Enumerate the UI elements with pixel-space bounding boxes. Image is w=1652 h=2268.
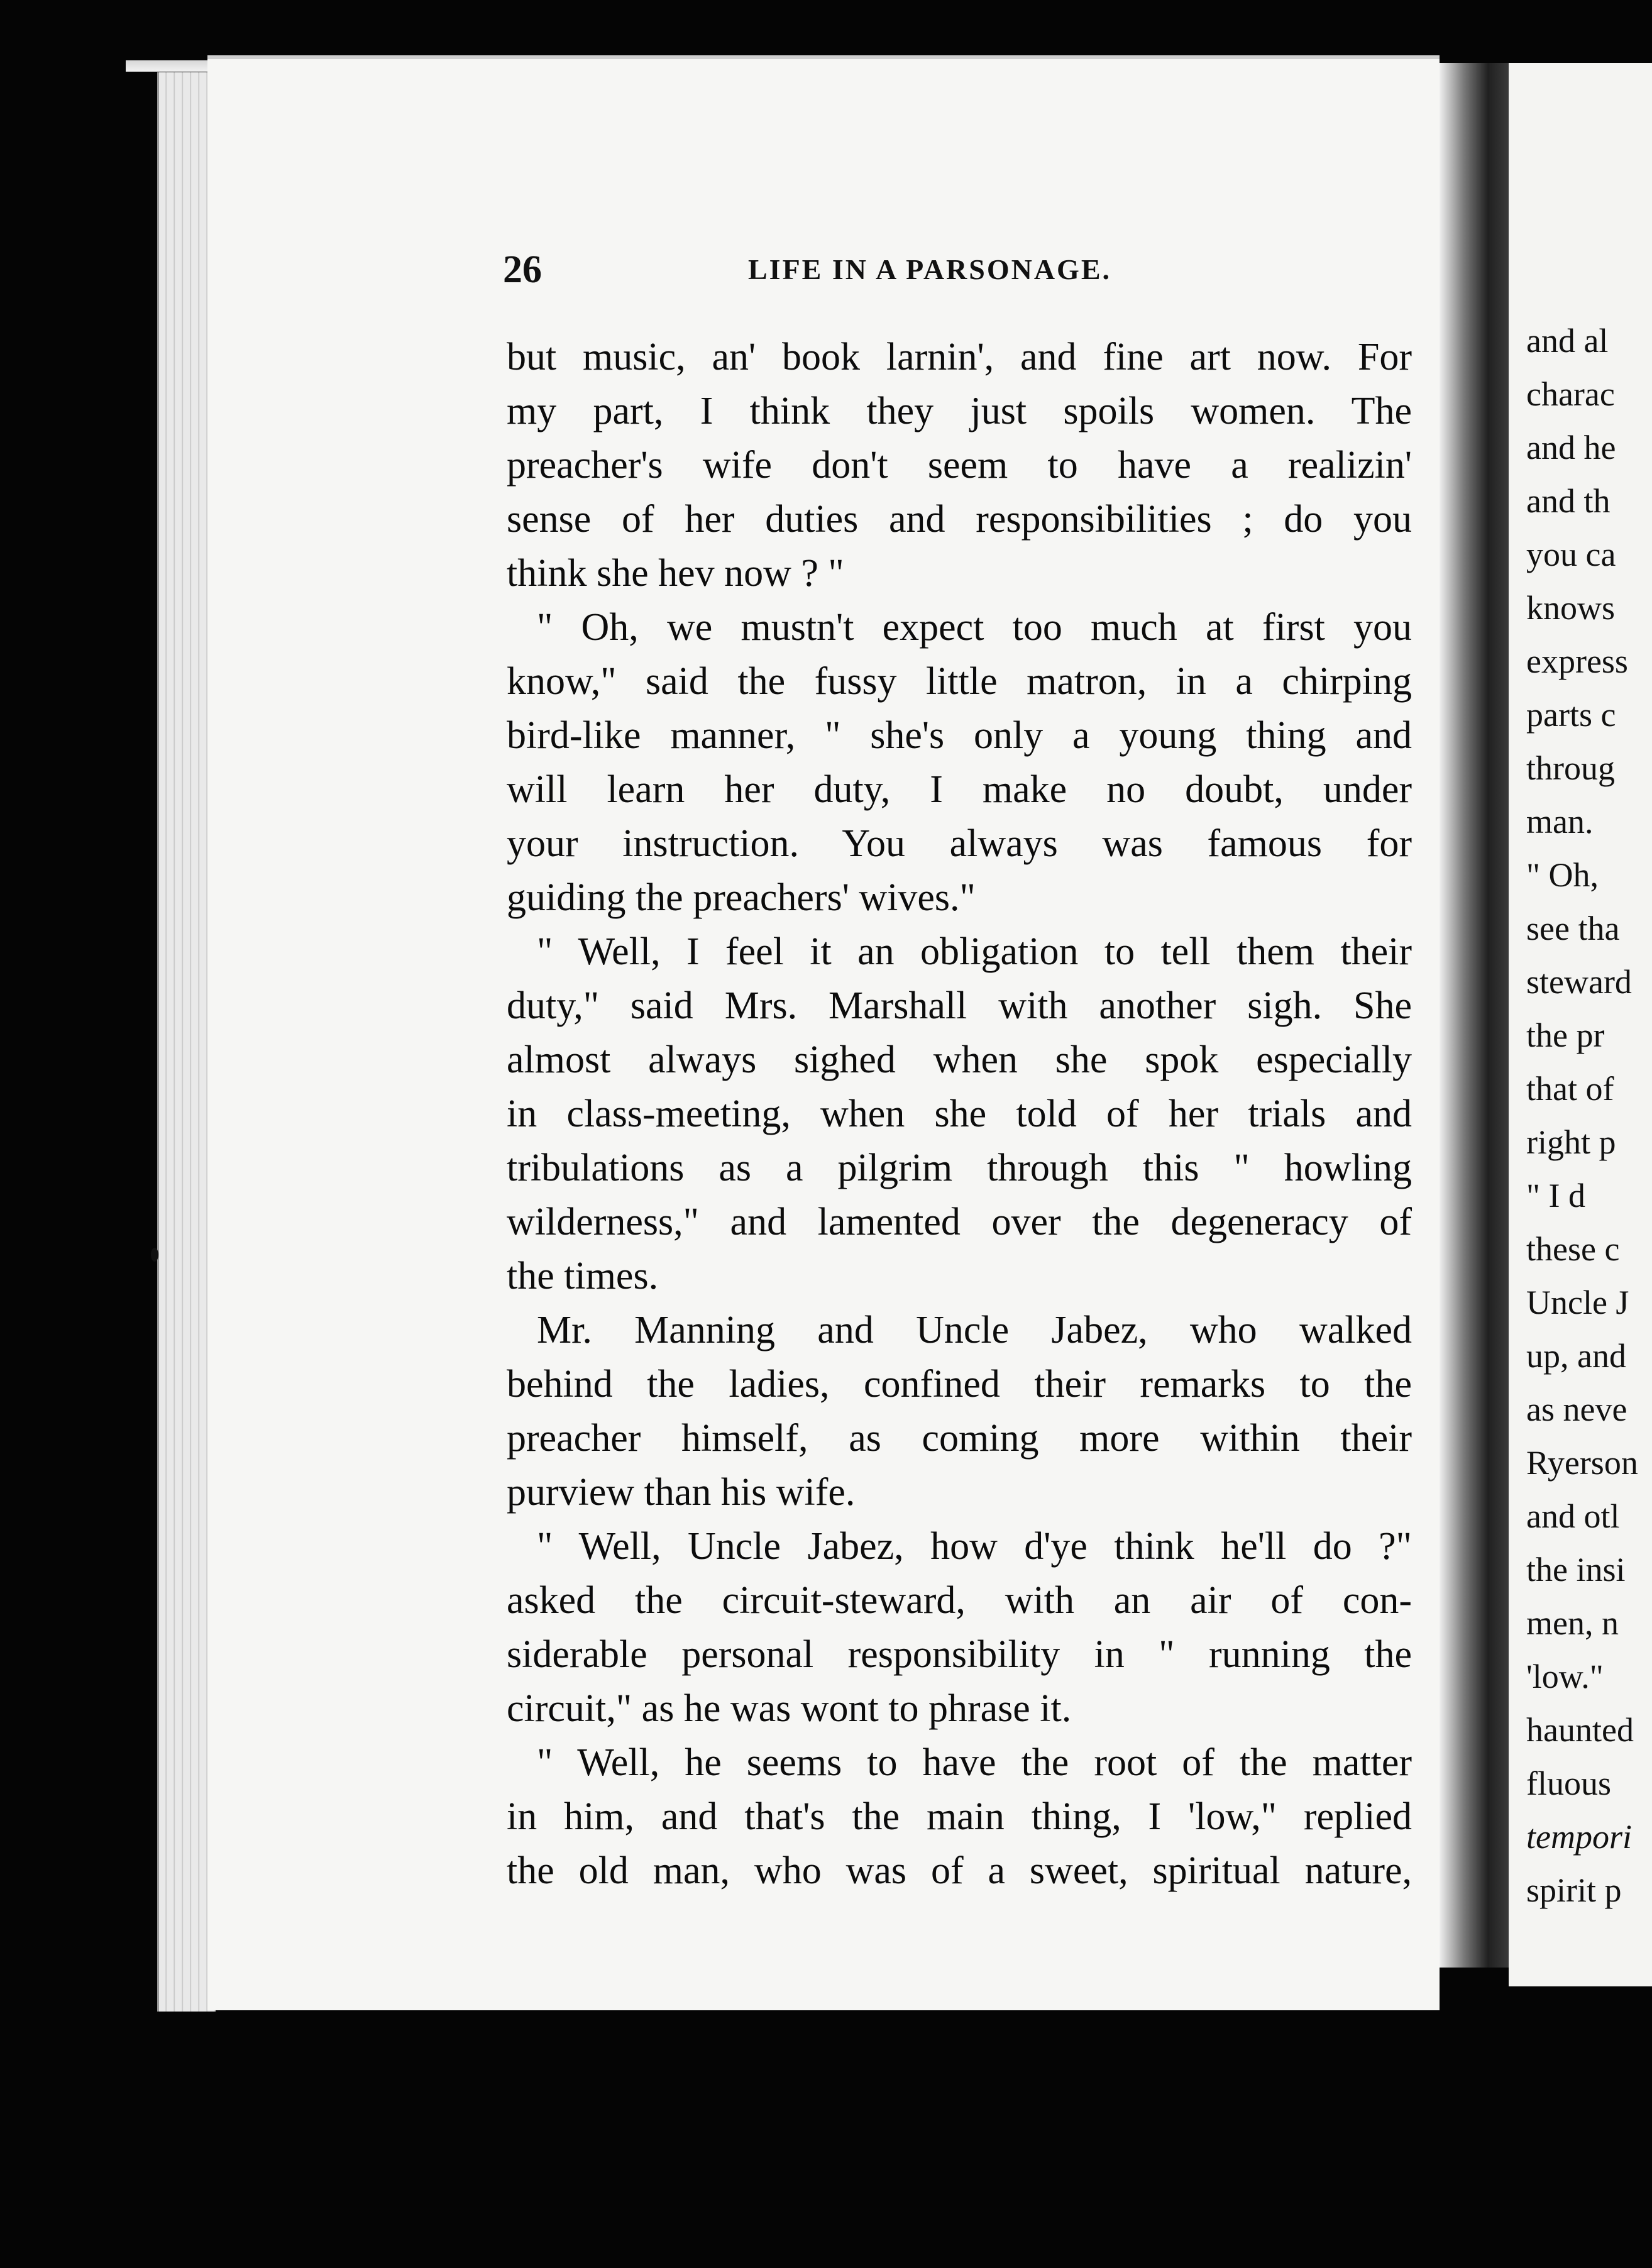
adjacent-line: the insi <box>1526 1551 1626 1588</box>
adjacent-line: these c <box>1526 1230 1620 1268</box>
adjacent-line: charac <box>1526 375 1615 413</box>
text-line: sense of her duties and responsibilities ; do you <box>507 498 1412 541</box>
text-line: purview than his wife. <box>507 1471 856 1514</box>
text-line: Mr. Manning and Uncle Jabez, who walked <box>537 1309 1412 1351</box>
text-line: circuit," as he was wont to phrase it. <box>507 1687 1072 1730</box>
text-line: " Well, Uncle Jabez, how d'ye think he'll do ?" <box>537 1525 1412 1568</box>
adjacent-line: and th <box>1526 482 1611 520</box>
adjacent-line: haunted <box>1526 1711 1634 1749</box>
text-line: almost always sighed when she spok especially <box>507 1038 1412 1081</box>
adjacent-line: as neve <box>1526 1390 1627 1428</box>
adjacent-line: knows <box>1526 589 1616 627</box>
adjacent-line: you ca <box>1526 536 1616 573</box>
adjacent-line: the pr <box>1526 1016 1605 1054</box>
adjacent-line: express <box>1526 642 1628 680</box>
adjacent-line: steward <box>1526 963 1632 1001</box>
text-line: duty," said Mrs. Marshall with another sigh. She <box>507 984 1412 1027</box>
adjacent-line: and he <box>1526 429 1616 466</box>
adjacent-line: and al <box>1526 322 1609 360</box>
text-line: the old man, who was of a sweet, spiritual nature, <box>507 1849 1412 1892</box>
adjacent-line: see tha <box>1526 910 1620 947</box>
text-line: preacher's wife don't seem to have a realizin' <box>507 444 1412 487</box>
adjacent-line: Uncle J <box>1526 1284 1629 1321</box>
adjacent-line: parts c <box>1526 696 1616 734</box>
text-line: in him, and that's the main thing, I 'low," replied <box>507 1795 1412 1838</box>
text-line: know," said the fussy little matron, in a chirping <box>507 660 1412 703</box>
adjacent-line: man. <box>1526 803 1594 840</box>
text-line: my part, I think they just spoils women. The <box>507 390 1412 432</box>
adjacent-line: spirit p <box>1526 1871 1622 1909</box>
text-line: but music, an' book larnin', and fine art now. For <box>507 336 1412 378</box>
text-line: the times. <box>507 1255 659 1297</box>
text-line: " Well, I feel it an obligation to tell them their <box>537 930 1412 973</box>
adjacent-line: throug <box>1526 749 1615 787</box>
text-line: tribulations as a pilgrim through this " howling <box>507 1147 1412 1189</box>
text-line: think she hev now ? " <box>507 552 844 595</box>
text-line: preacher himself, as coming more within their <box>507 1417 1412 1460</box>
scan-speck <box>151 1248 158 1262</box>
adjacent-line: tempori <box>1526 1818 1632 1856</box>
adjacent-line: fluous <box>1526 1764 1611 1802</box>
book-gutter-shadow <box>1440 63 1509 1968</box>
text-line: bird-like manner, " she's only a young thing and <box>507 714 1412 757</box>
adjacent-line: that of <box>1526 1070 1614 1108</box>
page-number: 26 <box>503 248 542 291</box>
adjacent-line: Ryerson <box>1526 1444 1638 1482</box>
text-line: wilderness," and lamented over the degeneracy of <box>507 1201 1412 1243</box>
adjacent-line: right p <box>1526 1123 1616 1161</box>
adjacent-right-page <box>1509 63 1652 1986</box>
adjacent-line: and otl <box>1526 1497 1620 1535</box>
adjacent-line: " I d <box>1526 1177 1586 1214</box>
text-line: will learn her duty, I make no doubt, under <box>507 768 1412 811</box>
text-line: " Well, he seems to have the root of the matter <box>537 1741 1412 1784</box>
text-line: " Oh, we mustn't expect too much at first you <box>537 606 1412 649</box>
text-line: asked the circuit-steward, with an air of con- <box>507 1579 1412 1622</box>
text-line: in class-meeting, when she told of her trials and <box>507 1093 1412 1135</box>
adjacent-line: up, and <box>1526 1337 1626 1375</box>
text-line: siderable personal responsibility in " running the <box>507 1633 1412 1676</box>
adjacent-line: men, n <box>1526 1604 1619 1642</box>
text-line: guiding the preachers' wives." <box>507 876 976 919</box>
adjacent-line: " Oh, <box>1526 856 1599 894</box>
adjacent-line: 'low." <box>1526 1658 1604 1695</box>
running-title: LIFE IN A PARSONAGE. <box>748 253 1112 285</box>
text-line: behind the ladies, confined their remarks to the <box>507 1363 1412 1406</box>
text-line: your instruction. You always was famous for <box>507 822 1412 865</box>
